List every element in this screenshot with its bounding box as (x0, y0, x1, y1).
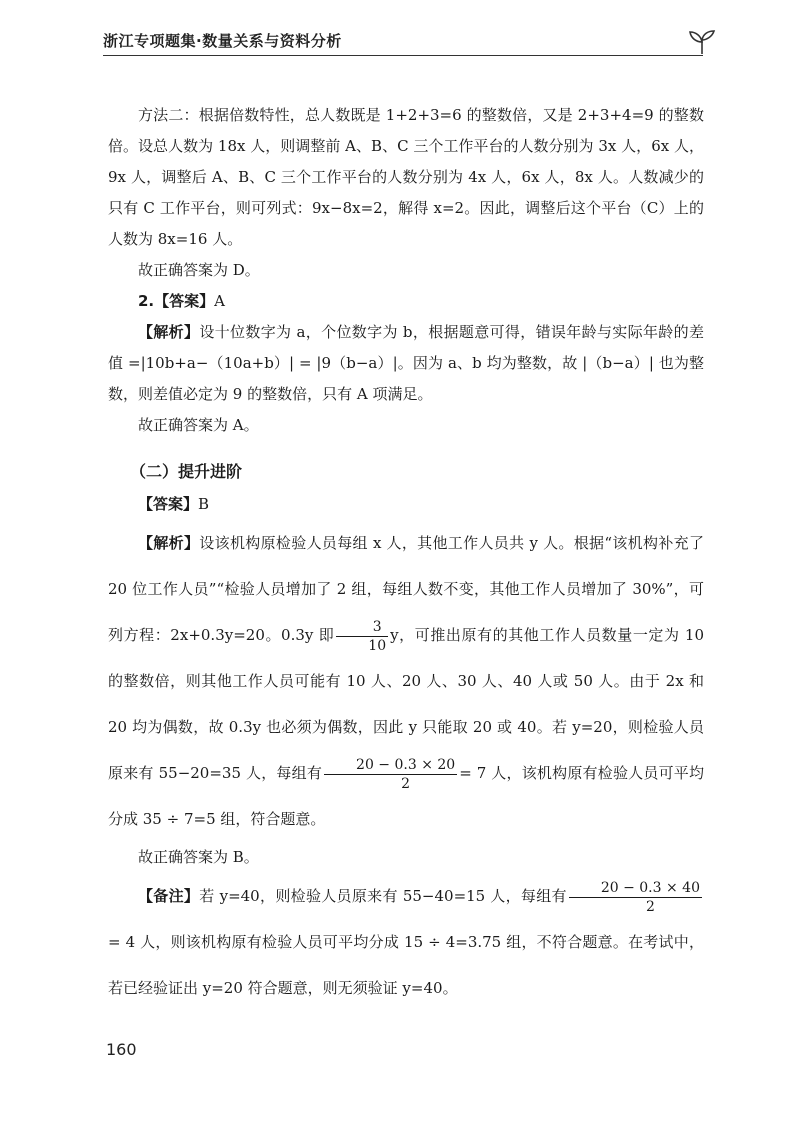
note-paragraph (108, 873, 704, 1011)
advanced-answer (108, 489, 704, 520)
advanced-analysis (108, 520, 704, 842)
conclusion-d: 故正确答案为 D。 (138, 261, 260, 279)
answer-label: 【答案】 (138, 495, 199, 513)
advanced-analysis-label: 【解析】 (138, 534, 200, 552)
fraction-denominator: 2 (401, 775, 411, 792)
running-header: 浙江专项题集·数量关系与资料分析 (103, 32, 342, 50)
fraction-denominator: 2 (645, 898, 655, 915)
method-two-paragraph: 方法二：根据倍数特性，总人数既是 1+2+3=6 的整数倍，又是 2+3+4=9 的整数倍。设总人数为 18x 人，则调整前 A、B、C 三个工作平台的人数分别为 3x 人，6x 人，9x 人，调整后 A、B、C 三个工作平台的人数分别为 4x 人，6x 人，8x 人。人数减少的只有 C 工作平台，则可列式：9x−8x=2，解得 x=2。因此，调整后这个平台（C）上的人数为 8x=16 人。 (108, 106, 704, 248)
conclusion-a: 故正确答案为 A。 (138, 416, 259, 434)
question-2-analysis (108, 317, 704, 410)
fraction-numerator: 20 − 0.3 × 40 (569, 879, 702, 898)
question-2-answer (108, 286, 704, 317)
analysis-part-3: = 7 人，该机构原有检验人员可平均分成 35 ÷ 7=5 组，符合题意。 (108, 764, 705, 828)
page-number: 160 (106, 1040, 137, 1059)
fraction-numerator: 20 − 0.3 × 20 (324, 756, 457, 775)
header-rule (103, 55, 703, 56)
sprout-icon (686, 28, 718, 56)
answer-value: B (198, 495, 210, 513)
question-2-label: 2.【答案】 (138, 292, 215, 310)
fraction-denominator: 10 (368, 637, 387, 654)
analysis-label: 【解析】 (138, 323, 200, 341)
note-part-2: = 4 人，则该机构原有检验人员可平均分成 15 ÷ 4=3.75 组，不符合题意。在考试中，若已经验证出 y=20 符合题意，则无须验证 y=40。 (108, 933, 704, 997)
note-label: 【备注】 (138, 887, 200, 905)
analysis-part-2: y，可推出原有的其他工作人员数量一定为 10 的整数倍，则其他工作人员可能有 10 人、20 人、30 人、40 人或 50 人。由于 2x 和 20 均为偶数，故 0.3y 也必须为偶数，因此 y 只能取 20 或 40。若 y=20，则检验人员原来有 55−20=35 人，每组有 (108, 626, 704, 782)
fraction-numerator: 3 (336, 618, 388, 637)
analysis-text: 设十位数字为 a，个位数字为 b，根据题意可得，错误年龄与实际年龄的差值 =|10b+a−（10a+b）| = |9（b−a）|。因为 a、b 均为整数，故 |（b−a）| 也为整数，则差值必定为 9 的整数倍，只有 A 项满足。 (108, 323, 704, 403)
fraction-group-size-20 (324, 756, 457, 793)
section-heading: （二）提升进阶 (130, 462, 243, 481)
question-2-answer-value: A (214, 292, 225, 310)
fraction-group-size-40 (569, 879, 702, 916)
conclusion-b: 故正确答案为 B。 (138, 848, 259, 866)
fraction-3-over-10 (336, 618, 388, 655)
note-part-1: 若 y=40，则检验人员原来有 55−40=15 人，每组有 (199, 887, 567, 905)
analysis-part-1: 设该机构原检验人员每组 x 人，其他工作人员共 y 人。根据“该机构补充了 20 位工作人员”“检验人员增加了 2 组，每组人数不变，其他工作人员增加了 30%”，可列方程：2x+0.3y=20。0.3y 即 (108, 534, 704, 644)
main-content (108, 100, 704, 1011)
